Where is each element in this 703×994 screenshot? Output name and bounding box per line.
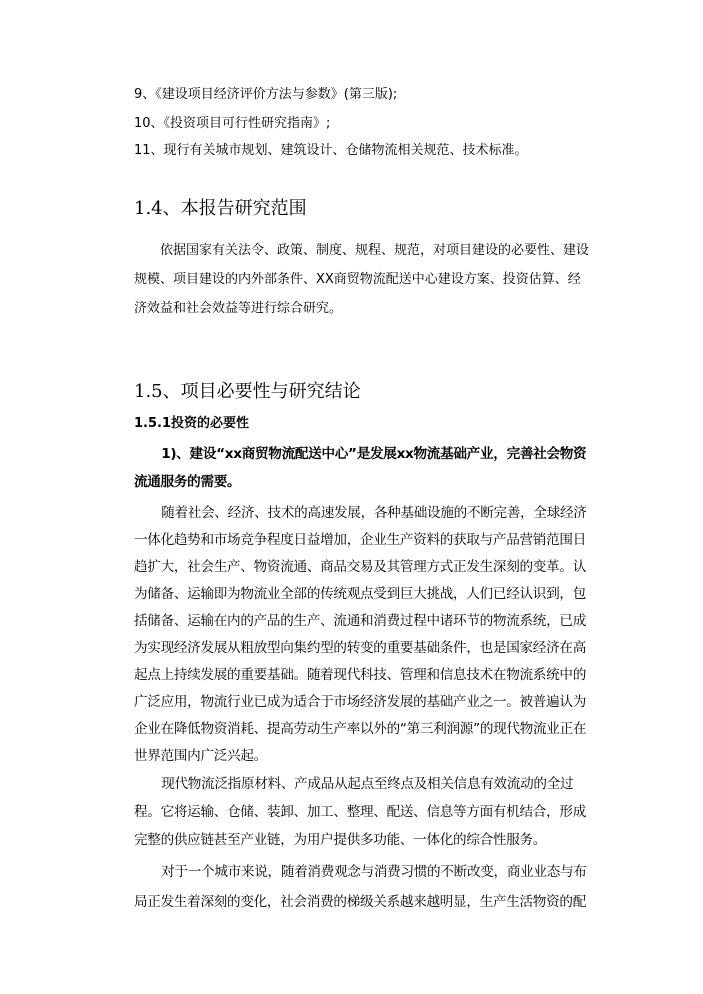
section-heading-1-4: 1.4、本报告研究范围 (134, 198, 307, 219)
section-1-4-body: 依据国家有关法令、政策、制度、规程、规范，对项目建设的必要性、建设规模、项目建设的内外部条件、XX商贸物流配送中心建设方案、投资估算、经济效益和社会效益等进行综合研究。 (134, 243, 590, 316)
point-1-heading: 1)、建设“xx商贸物流配送中心”是发展xx物流基础产业，完善社会物资流通服务的需要。 (134, 446, 587, 490)
subsection-heading-1-5-1: 1.5.1投资的必要性 (134, 416, 250, 431)
section-heading-1-5: 1.5、项目必要性与研究结论 (134, 381, 361, 402)
reference-item-10: 10、《投资项目可行性研究指南》; (134, 116, 331, 131)
paragraph-development: 随着社会、经济、技术的高速发展，各种基础设施的不断完善，全球经济一体化趋势和市场竞争程度日益增加，企业生产资料的获取与产品营销范围日趋扩大，社会生产、物资流通、商品交易及其管理方式正发生深刻的变革。认为储备、运输即为物流业全部的传统观点受到巨大挑战，人们已经认识到，包括储备、运输在内的产品的生产、流通和消费过程中诸环节的物流系统，已成为实现经济发展从粗放型向集约型的转变的重要基础条件，也是国家经济在高起点上持续发展的重要基础。随着现代科技、管理和信息技术在物流系统中的广泛应用，物流行业已成为适合于市场经济发展的基础产业之一。被普遍认为企业在降低物资消耗、提高劳动生产率以外的“第三利润源”的现代物流业正在世界范围内广泛兴起。 (134, 505, 587, 764)
paragraph-modern-logistics: 现代物流泛指原材料、产成品从起点至终点及相关信息有效流动的全过程。它将运输、仓储、装卸、加工、整理、配送、信息等方面有机结合，形成完整的供应链甚至产业链，为用户提供多功能、一体化的综合性服务。 (134, 776, 586, 848)
paragraph-city-consumption: 对于一个城市来说，随着消费观念与消费习惯的不断改变，商业业态与布局正发生着深刻的变化，社会消费的梯级关系越来越明显，生产生活物资的配 (134, 864, 587, 910)
reference-item-11: 11、现行有关城市规划、建筑设计、仓储物流相关规范、技术标准。 (134, 143, 528, 158)
reference-item-9: 9、《建设项目经济评价方法与参数》(第三版); (134, 87, 398, 102)
